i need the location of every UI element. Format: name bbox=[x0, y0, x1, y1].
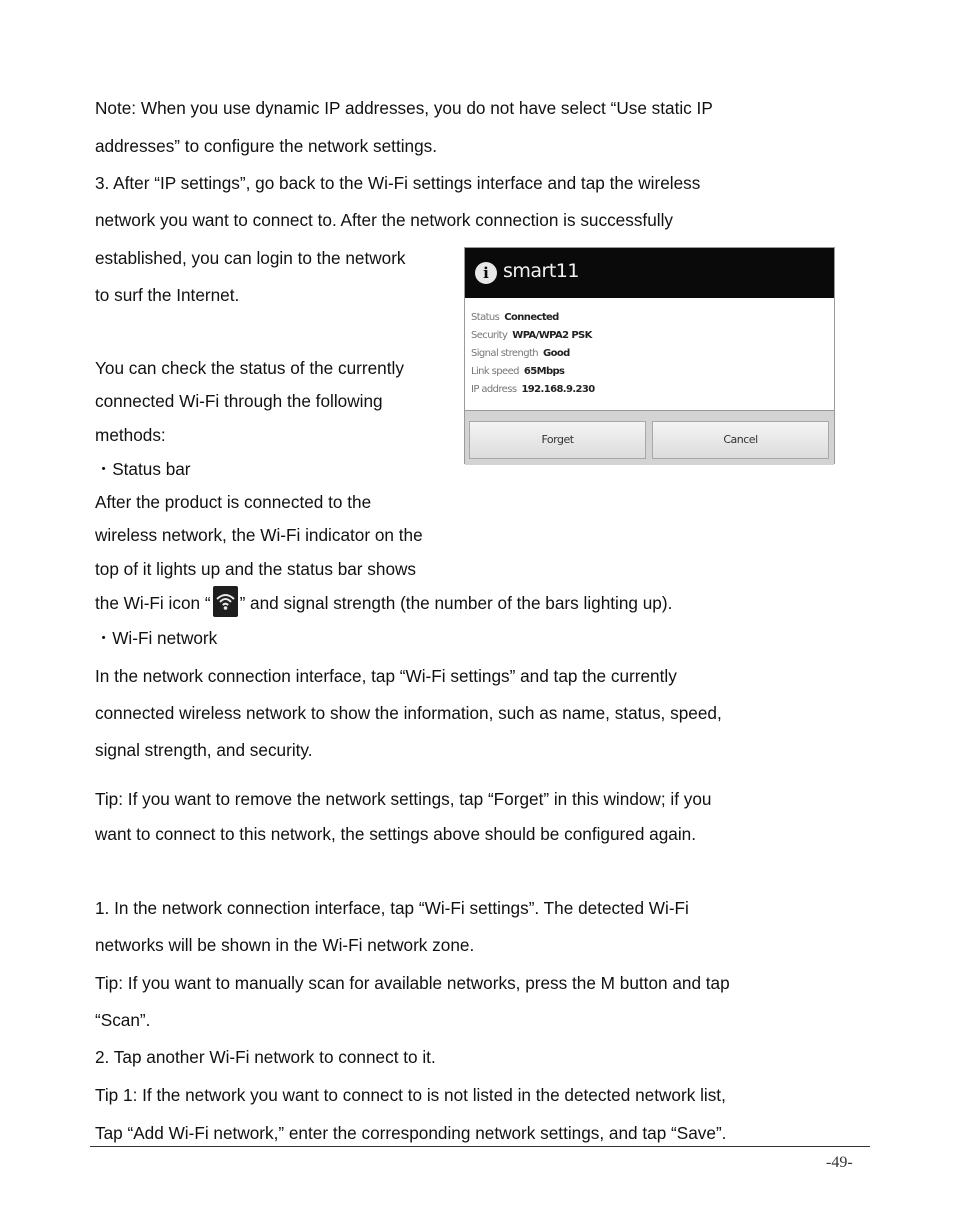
dialog-footer bbox=[465, 410, 834, 465]
signal-strength-row bbox=[471, 348, 570, 359]
row-key: Status bbox=[471, 312, 500, 323]
link-speed-row bbox=[471, 366, 564, 377]
security-row bbox=[471, 330, 592, 341]
text-line: 1. In the network connection interface, tap “Wi-Fi settings”. The detected Wi-Fi bbox=[95, 898, 689, 918]
text-line: wireless network, the Wi-Fi indicator on the bbox=[95, 525, 423, 545]
row-key: Security bbox=[471, 330, 508, 341]
text-line: After the product is connected to the bbox=[95, 492, 372, 512]
text-fragment: ” and signal strength (the number of the bars lighting up). bbox=[239, 593, 673, 614]
bullet-wifi-network: ・Wi-Fi network bbox=[95, 628, 218, 648]
footer-divider bbox=[90, 1146, 870, 1147]
text-line: addresses” to configure the network settings. bbox=[95, 136, 438, 156]
text-line: to surf the Internet. bbox=[95, 285, 240, 305]
bullet-status-bar: ・Status bar bbox=[95, 459, 191, 479]
text-line: Tap “Add Wi-Fi network,” enter the corresponding network settings, and tap “Save”. bbox=[95, 1123, 727, 1143]
cancel-button[interactable]: Cancel bbox=[652, 421, 829, 459]
text-line: Tip: If you want to manually scan for available networks, press the M button and tap bbox=[95, 973, 730, 993]
wifi-icon-line bbox=[95, 592, 672, 617]
row-value: Good bbox=[543, 348, 570, 359]
info-icon: i bbox=[475, 262, 497, 284]
dialog-header bbox=[465, 248, 834, 298]
wifi-icon bbox=[213, 586, 238, 617]
text-line: top of it lights up and the status bar shows bbox=[95, 559, 417, 579]
text-line: Tip 1: If the network you want to connect to is not listed in the detected network list, bbox=[95, 1085, 726, 1105]
status-row bbox=[471, 312, 559, 323]
text-line: methods: bbox=[95, 425, 166, 445]
row-value: 192.168.9.230 bbox=[521, 384, 595, 395]
wifi-status-dialog bbox=[464, 247, 835, 464]
text-line: 2. Tap another Wi-Fi network to connect to it. bbox=[95, 1047, 436, 1067]
text-line: Note: When you use dynamic IP addresses, you do not have select “Use static IP bbox=[95, 98, 713, 118]
row-value: Connected bbox=[504, 312, 559, 323]
text-fragment: the Wi-Fi icon “ bbox=[95, 593, 211, 614]
text-line: connected Wi-Fi through the following bbox=[95, 391, 383, 411]
ip-address-row bbox=[471, 384, 595, 395]
text-line: You can check the status of the currently bbox=[95, 358, 404, 378]
text-line: want to connect to this network, the settings above should be configured again. bbox=[95, 824, 696, 844]
text-line: signal strength, and security. bbox=[95, 740, 313, 760]
page-number: -49- bbox=[826, 1154, 853, 1171]
text-line: networks will be shown in the Wi-Fi network zone. bbox=[95, 935, 475, 955]
dialog-body bbox=[465, 298, 834, 410]
text-line: established, you can login to the network bbox=[95, 248, 406, 268]
row-key: IP address bbox=[471, 384, 517, 395]
row-value: WPA/WPA2 PSK bbox=[512, 330, 592, 341]
text-line: network you want to connect to. After the network connection is successfully bbox=[95, 210, 673, 230]
text-line: Tip: If you want to remove the network settings, tap “Forget” in this window; if you bbox=[95, 789, 712, 809]
row-key: Signal strength bbox=[471, 348, 539, 359]
text-line: connected wireless network to show the information, such as name, status, speed, bbox=[95, 703, 722, 723]
text-line: In the network connection interface, tap “Wi-Fi settings” and tap the currently bbox=[95, 666, 677, 686]
forget-button[interactable]: Forget bbox=[469, 421, 646, 459]
row-value: 65Mbps bbox=[523, 366, 565, 377]
row-key: Link speed bbox=[471, 366, 519, 377]
text-line: “Scan”. bbox=[95, 1010, 151, 1030]
text-line: 3. After “IP settings”, go back to the Wi-Fi settings interface and tap the wireless bbox=[95, 173, 701, 193]
dialog-title: smart11 bbox=[503, 260, 579, 282]
